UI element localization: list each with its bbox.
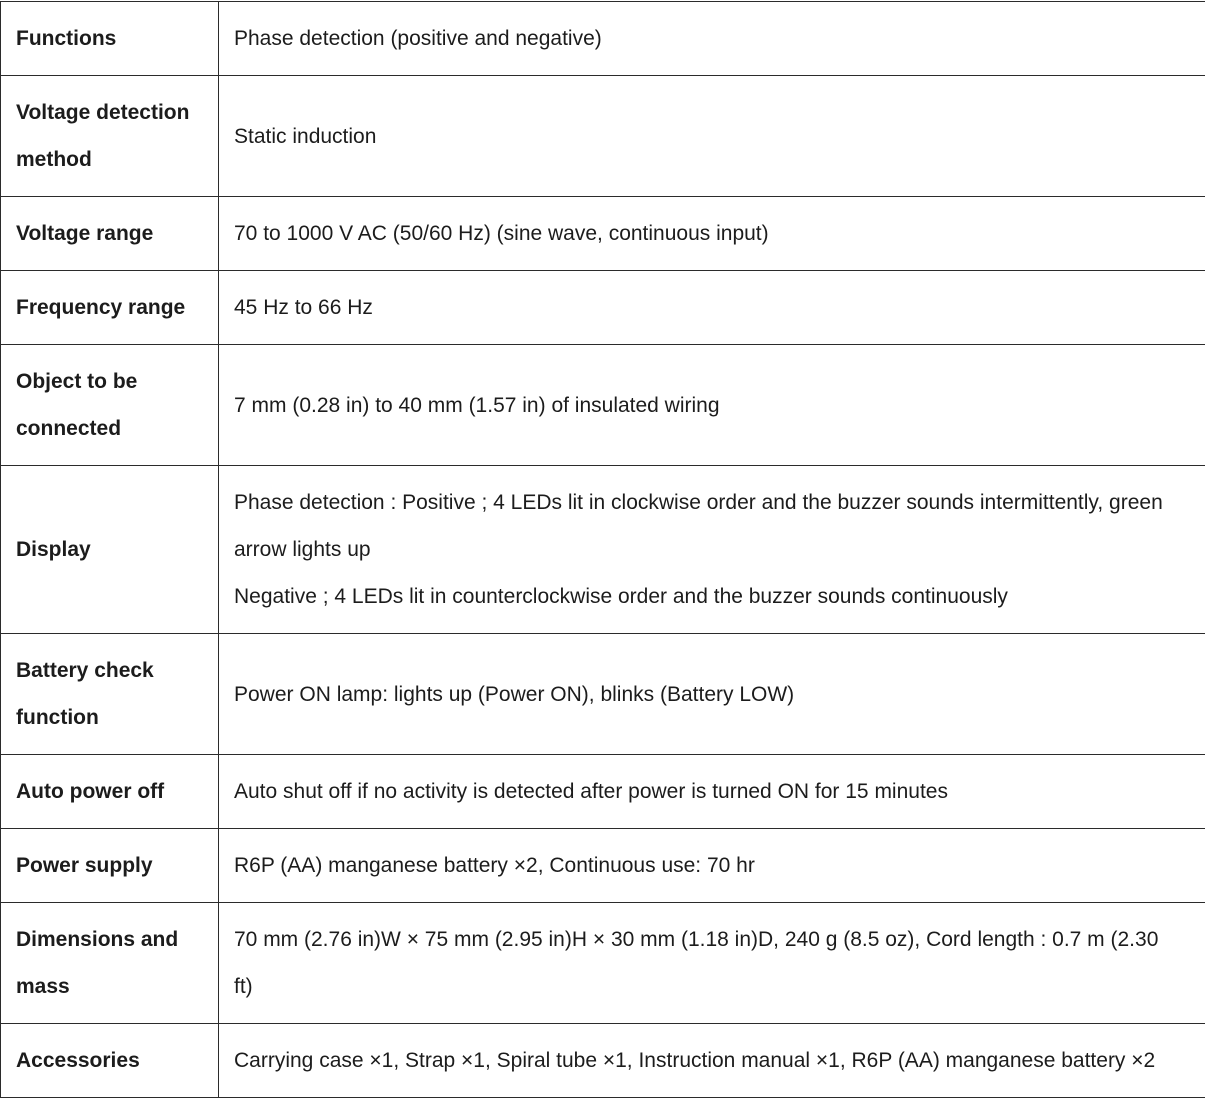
- spec-label-cell: [1, 76, 219, 197]
- spec-label: Dimensions and mass: [16, 928, 179, 998]
- spec-label: Voltage range: [16, 222, 154, 245]
- spec-value-paragraph: 7 mm (0.28 in) to 40 mm (1.57 in) of insulated wiring: [234, 393, 720, 417]
- table-row: [1, 76, 1205, 197]
- table-row: [1, 345, 1205, 466]
- spec-value-paragraph: R6P (AA) manganese battery ×2, Continuous use: 70 hr: [234, 854, 755, 877]
- table-row: [1, 466, 1205, 634]
- spec-value-paragraph: Power ON lamp: lights up (Power ON), blinks (Battery LOW): [234, 682, 795, 706]
- spec-value-cell: [219, 1024, 1205, 1098]
- spec-value-cell: [219, 755, 1205, 829]
- spec-label-cell: [1, 1024, 219, 1098]
- spec-value-cell: [219, 634, 1205, 755]
- spec-label: Object to be connected: [16, 370, 138, 440]
- spec-label: Display: [16, 538, 91, 561]
- table-row: [1, 634, 1205, 755]
- spec-value-cell: [219, 829, 1205, 903]
- spec-value-paragraph: Phase detection (positive and negative): [234, 27, 602, 50]
- table-row: [1, 197, 1205, 271]
- spec-value-cell: [219, 76, 1205, 197]
- table-row: [1, 903, 1205, 1024]
- spec-label: Power supply: [16, 854, 153, 877]
- spec-value-cell: [219, 2, 1205, 76]
- spec-label-cell: [1, 197, 219, 271]
- spec-value-paragraph: Carrying case ×1, Strap ×1, Spiral tube ×1, Instruction manual ×1, R6P (AA) manganese battery ×2: [234, 1049, 1156, 1072]
- spec-label: Auto power off: [16, 780, 165, 803]
- spec-table: [0, 1, 1205, 1098]
- spec-value-cell: [219, 903, 1205, 1024]
- table-row: [1, 271, 1205, 345]
- spec-value-cell: [219, 197, 1205, 271]
- spec-value-paragraph: 45 Hz to 66 Hz: [234, 296, 373, 319]
- table-row: [1, 1024, 1205, 1098]
- spec-value-paragraph: Negative ; 4 LEDs lit in counterclockwise order and the buzzer sounds continuously: [234, 585, 1008, 608]
- spec-value-cell: [219, 271, 1205, 345]
- spec-label: Battery check function: [16, 659, 154, 729]
- spec-label-cell: [1, 271, 219, 345]
- spec-value-cell: [219, 466, 1205, 634]
- spec-value-paragraph: Static induction: [234, 124, 377, 148]
- spec-value-paragraph: Auto shut off if no activity is detected after power is turned ON for 15 minutes: [234, 780, 948, 803]
- spec-label: Accessories: [16, 1049, 140, 1072]
- spec-label-cell: [1, 829, 219, 903]
- spec-label-cell: [1, 345, 219, 466]
- spec-label-cell: [1, 2, 219, 76]
- spec-label: Frequency range: [16, 296, 186, 319]
- spec-value-paragraph: 70 to 1000 V AC (50/60 Hz) (sine wave, continuous input): [234, 222, 769, 245]
- spec-table-body: [1, 2, 1205, 1098]
- table-row: [1, 829, 1205, 903]
- spec-label-cell: [1, 903, 219, 1024]
- spec-value-cell: [219, 345, 1205, 466]
- spec-value-paragraph: 70 mm (2.76 in)W × 75 mm (2.95 in)H × 30 mm (1.18 in)D, 240 g (8.5 oz), Cord length : 0.7 m (2.30 ft): [234, 928, 1159, 998]
- spec-value-paragraph: Phase detection : Positive ; 4 LEDs lit in clockwise order and the buzzer sounds intermittently, green arrow lights up: [234, 491, 1163, 561]
- spec-label-cell: [1, 634, 219, 755]
- spec-label: Voltage detection method: [16, 101, 190, 171]
- spec-label-cell: [1, 466, 219, 634]
- table-row: [1, 2, 1205, 76]
- spec-label: Functions: [16, 27, 117, 50]
- spec-label-cell: [1, 755, 219, 829]
- table-row: [1, 755, 1205, 829]
